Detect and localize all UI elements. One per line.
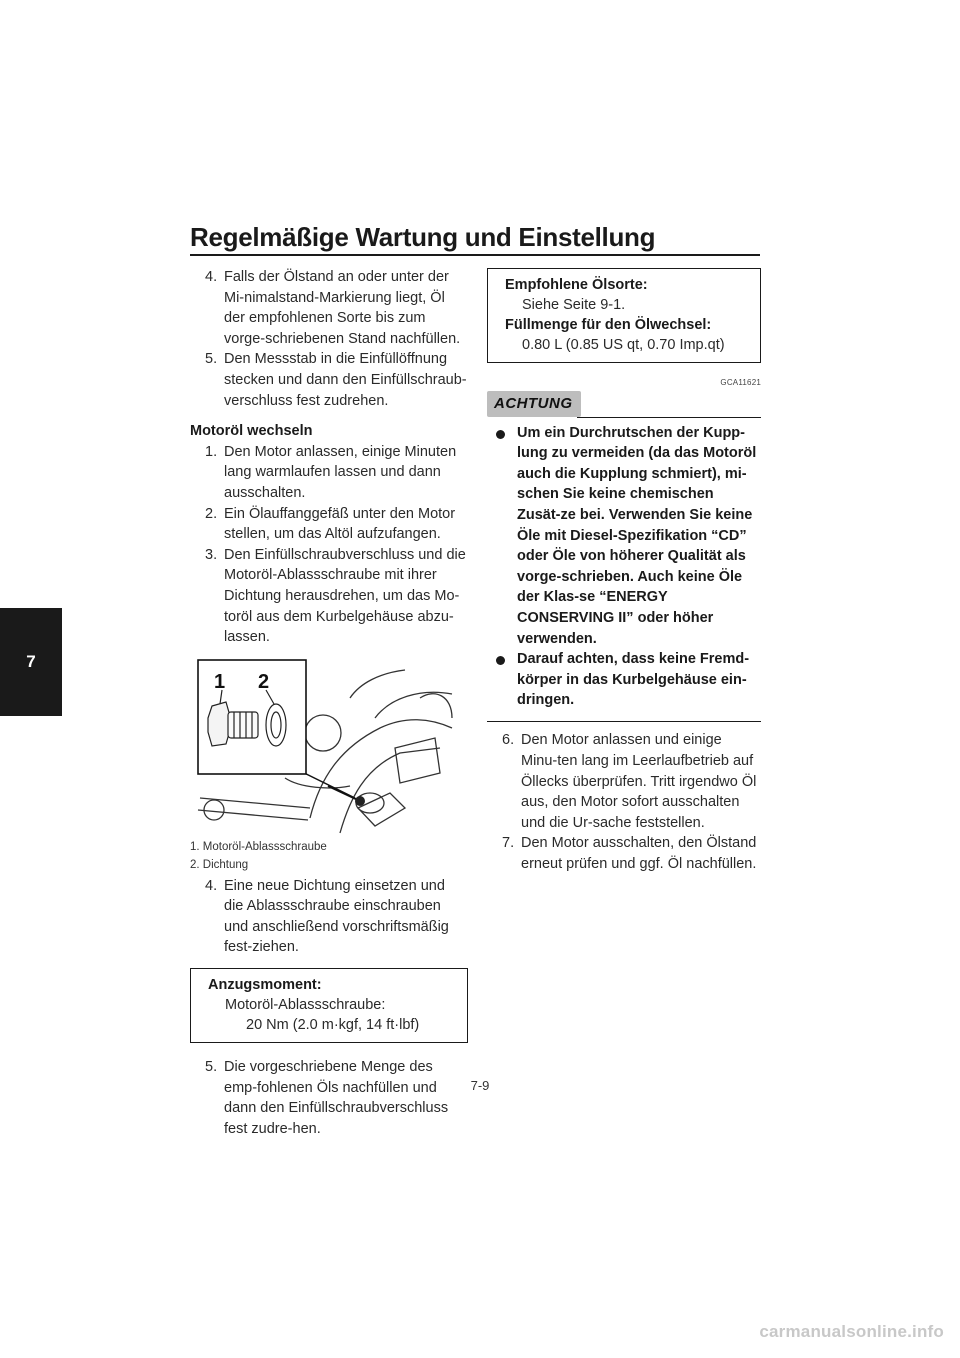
- warning-item: [487, 649, 761, 711]
- section-heading: Motoröl wechseln: [190, 423, 313, 440]
- step-number: 5.: [205, 351, 218, 368]
- callout-1: 1: [214, 670, 226, 693]
- step-text: Eine neue Dichtung einsetzen und die Ablassschraube einschrauben und anschließend vorschriftsmäßig fest-ziehen.: [224, 877, 449, 956]
- step-7-recheck: [487, 833, 761, 874]
- step-number: 2.: [205, 505, 218, 522]
- step-text: Den Motor anlassen, einige Minuten lang warmlaufen lassen und dann ausschalten.: [224, 443, 457, 501]
- legend-item-2: 2. Dichtung: [190, 858, 249, 871]
- step-text: Den Einfüllschraubverschluss und die Motoröl-Ablassschraube mit ihrer Dichtung herausdrehen, um das Mo-toröl aus dem Kurbelgehäuse abzu-lassen.: [224, 546, 466, 646]
- page-number: 7-9: [470, 1078, 490, 1093]
- warning-text: Um ein Durchrutschen der Kupp-lung zu vermeiden (da das Motoröl auch die Kupplung schmiert), mi-schen Sie keine chemischen Zusät-ze bei. Verwenden Sie keine Öle mit Diesel-Spezifikation “CD” oder Öle von höherer Qualität als vorge-schrieben. Auch keine Öle der Klas-se “ENERGY CONSERVING II” oder höher verwenden.: [517, 424, 757, 647]
- bullet-icon: [496, 656, 505, 665]
- warning-header: [487, 391, 761, 419]
- torque-value: 20 Nm (2.0 m·kgf, 14 ft·lbf): [246, 1017, 420, 1034]
- step-4-check: [190, 267, 468, 349]
- step-number: 6.: [502, 732, 515, 749]
- step-5-dipstick: [190, 349, 468, 411]
- header-rule: [190, 254, 760, 256]
- oil-type-label: Empfohlene Ölsorte:: [505, 277, 648, 293]
- oil-spec-box: [487, 268, 761, 363]
- oil-quantity-value: 0.80 L (0.85 US qt, 0.70 Imp.qt): [522, 337, 725, 353]
- torque-label: Anzugsmoment:: [208, 977, 322, 994]
- step-text: Den Motor ausschalten, den Ölstand erneut prüfen und ggf. Öl nachfüllen.: [521, 835, 757, 872]
- figure-legend: [190, 838, 468, 874]
- left-column: [190, 267, 468, 1139]
- step-number: 4.: [205, 269, 218, 285]
- warning-label: ACHTUNG: [487, 391, 581, 418]
- engine-drawing: [190, 658, 462, 836]
- step-text: Falls der Ölstand an oder unter der Mi-nimalstand-Markierung liegt, Öl der empfohlenen Sorte bis zum vorge-schriebenen Stand nachfüllen.: [224, 269, 461, 347]
- step-text: Den Messstab in die Einfüllöffnung stecken und dann den Einfüllschraub-verschluss fest zudrehen.: [224, 351, 467, 409]
- step-3-drain-bolt: [190, 545, 468, 648]
- warning-item: [487, 423, 761, 650]
- step-1-warmup: [190, 442, 468, 504]
- step-text: Die vorgeschriebene Menge des emp-fohlenen Öls nachfüllen und dann den Einfüllschraubverschluss fest zudre-hen.: [224, 1059, 449, 1137]
- torque-spec-box: [190, 968, 468, 1043]
- chapter-tab: 7: [0, 608, 62, 716]
- bullet-icon: [496, 430, 505, 439]
- step-text: Ein Ölauffanggefäß unter den Motor stellen, um das Altöl aufzufangen.: [224, 505, 456, 543]
- reference-code: GCA11621: [720, 378, 761, 387]
- step-number: 3.: [205, 546, 218, 563]
- page-title: Regelmäßige Wartung und Einstellung: [190, 222, 656, 252]
- oil-type-value: Siehe Seite 9-1.: [522, 297, 626, 313]
- watermark: carmanualsonline.info: [759, 1322, 944, 1341]
- warning-end-rule: [487, 721, 761, 723]
- oil-quantity-label: Füllmenge für den Ölwechsel:: [505, 317, 712, 333]
- legend-item-1: 1. Motoröl-Ablassschraube: [190, 840, 327, 853]
- warning-text: Darauf achten, dass keine Fremd-körper in das Kurbelgehäuse ein-dringen.: [517, 651, 750, 709]
- step-2-drain-pan: [190, 504, 468, 545]
- step-number: 1.: [205, 443, 218, 460]
- step-4-new-gasket: [190, 876, 468, 958]
- warning-rule: [577, 417, 761, 419]
- step-number: 5.: [205, 1059, 218, 1076]
- step-6-leak-check: [487, 730, 761, 833]
- callout-2: 2: [258, 670, 270, 693]
- step-number: 4.: [205, 877, 218, 894]
- right-column: [487, 268, 761, 875]
- drain-bolt-illustration: [190, 658, 462, 836]
- torque-item: Motoröl-Ablassschraube:: [225, 997, 386, 1014]
- step-5-refill: [190, 1057, 468, 1139]
- warning-list: [487, 423, 761, 711]
- step-number: 7.: [502, 835, 515, 852]
- step-text: Den Motor anlassen und einige Minu-ten lang im Leerlaufbetrieb auf Öllecks überprüfen. Tritt irgendwo Öl aus, den Motor sofort ausschalten und die Ur-sache feststellen.: [521, 732, 757, 831]
